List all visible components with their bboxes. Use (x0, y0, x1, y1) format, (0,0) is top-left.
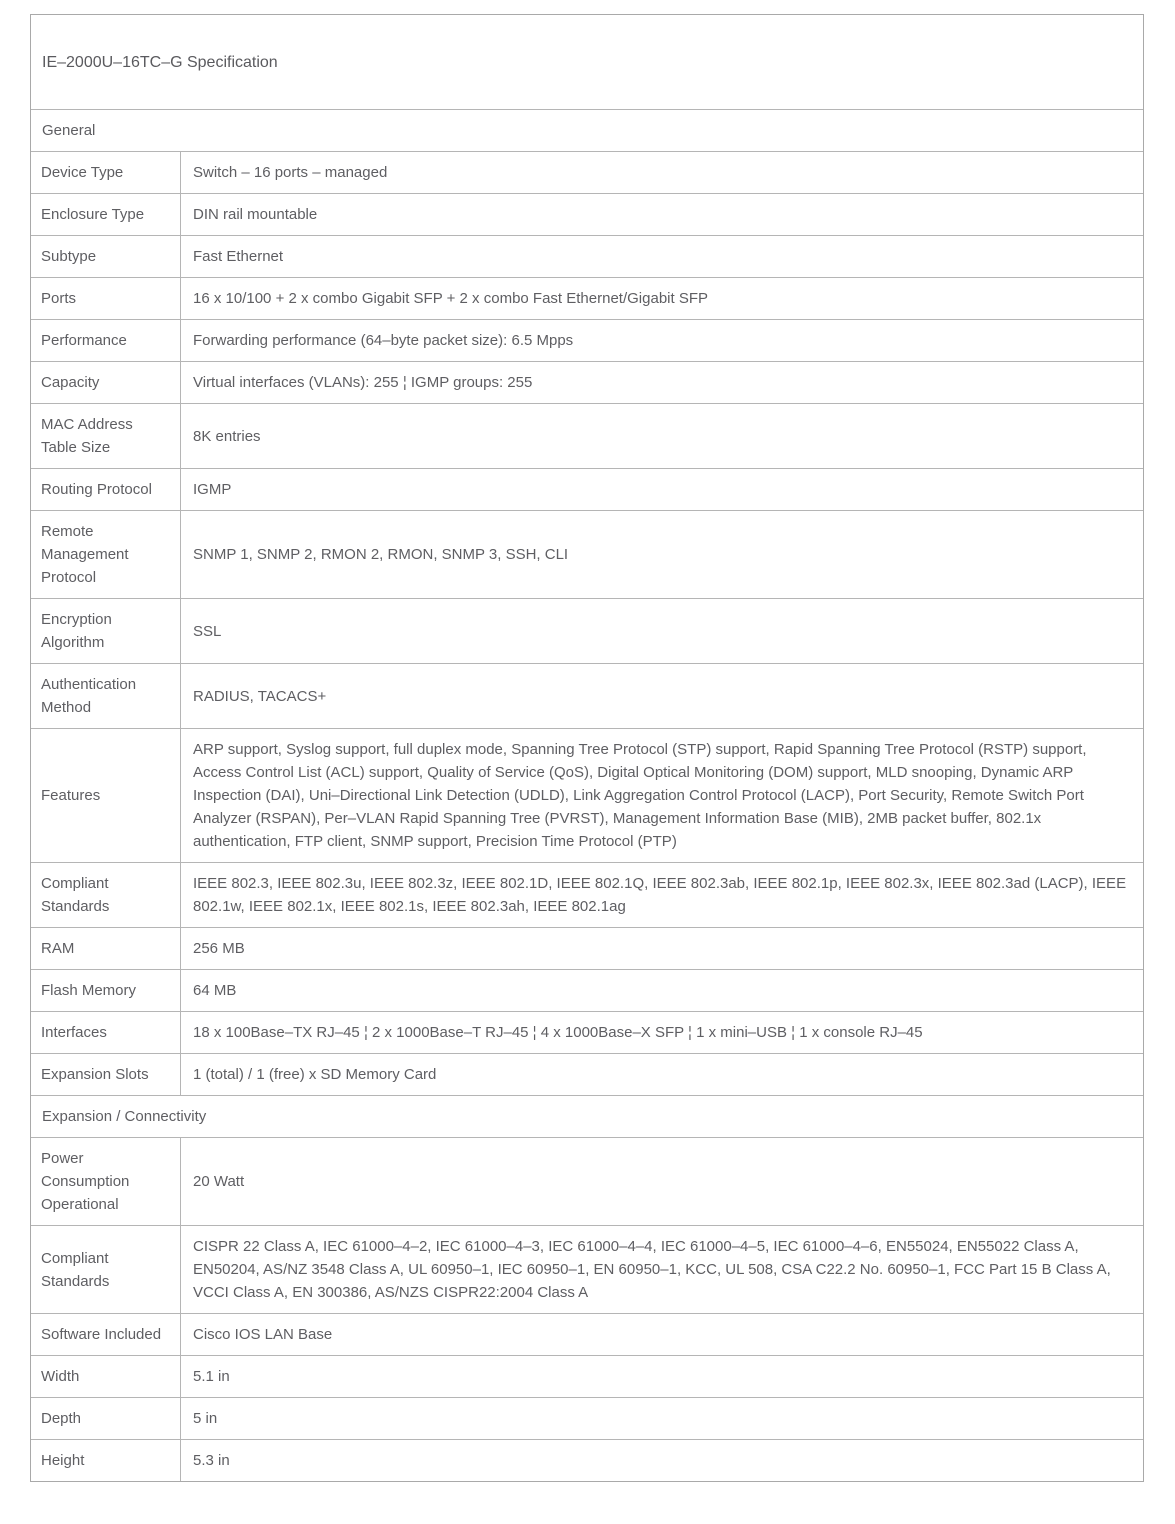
spec-row (31, 510, 1143, 598)
spec-label: Ports (31, 278, 181, 319)
spec-value: Switch – 16 ports – managed (193, 164, 388, 181)
spec-value: 5 in (193, 1410, 218, 1427)
spec-row (31, 235, 1143, 277)
spec-label: Features (31, 729, 181, 862)
spec-row (31, 1313, 1143, 1355)
spec-value: 18 x 100Base–TX RJ–45 ¦ 2 x 1000Base–T RJ–45 ¦ 4 x 1000Base–X SFP ¦ 1 x mini–USB ¦ 1 x console RJ–45 (193, 1024, 923, 1041)
section-header: Expansion / Connectivity (42, 1108, 207, 1125)
spec-label: Device Type (31, 152, 181, 193)
spec-table (30, 14, 1144, 1482)
spec-value: DIN rail mountable (193, 206, 318, 223)
spec-value: CISPR 22 Class A, IEC 61000–4–2, IEC 61000–4–3, IEC 61000–4–4, IEC 61000–4–5, IEC 61000–4–6, EN55024, EN55022 Class A, EN50204, AS/NZ 3548 Class A, UL 60950–1, IEC 60950–1, EN 60950–1, KCC, UL 508, CSA C22.2 No. 60950–1, FCC Part 15 B Class A, VCCI Class A, EN 300386, AS/NZS CISPR22:2004 Class A (193, 1238, 1111, 1301)
spec-row (31, 1225, 1143, 1313)
spec-row (31, 1439, 1143, 1481)
spec-label: Interfaces (31, 1012, 181, 1053)
spec-row (31, 15, 1143, 109)
spec-label: Remote Management Protocol (31, 511, 181, 598)
spec-row (31, 969, 1143, 1011)
spec-label: Compliant Standards (31, 863, 181, 927)
spec-row (31, 277, 1143, 319)
spec-label: Compliant Standards (31, 1226, 181, 1313)
spec-row (31, 1137, 1143, 1225)
spec-value: IEEE 802.3, IEEE 802.3u, IEEE 802.3z, IEEE 802.1D, IEEE 802.1Q, IEEE 802.3ab, IEEE 802.1p, IEEE 802.3x, IEEE 802.3ad (LACP), IEEE 802.1w, IEEE 802.1x, IEEE 802.1s, IEEE 802.3ah, IEEE 802.1ag (193, 875, 1127, 915)
spec-value: ARP support, Syslog support, full duplex mode, Spanning Tree Protocol (STP) support, Rapid Spanning Tree Protocol (RSTP) support, Access Control List (ACL) support, Quality of Service (QoS), Digital Optical Monitoring (DOM) support, MLD snooping, Dynamic ARP Inspection (DAI), Uni–Directional Link Detection (UDLD), Link Aggregation Control Protocol (LACP), Port Security, Remote Switch Port Analyzer (RSPAN), Per–VLAN Rapid Spanning Tree (PVRST), Management Information Base (MIB), 2MB packet buffer, 802.1x authentication, FTP client, SNMP support, Precision Time Protocol (PTP) (193, 741, 1087, 850)
spec-label: Software Included (31, 1314, 181, 1355)
spec-row (31, 728, 1143, 862)
spec-row (31, 193, 1143, 235)
spec-row (31, 1011, 1143, 1053)
spec-value: 5.1 in (193, 1368, 230, 1385)
spec-label: Width (31, 1356, 181, 1397)
spec-label: Encryption Algorithm (31, 599, 181, 663)
spec-value: Fast Ethernet (193, 248, 284, 265)
spec-label: MAC Address Table Size (31, 404, 181, 468)
spec-label: Enclosure Type (31, 194, 181, 235)
spec-value: 5.3 in (193, 1452, 230, 1469)
spec-row (31, 1053, 1143, 1095)
spec-row (31, 1397, 1143, 1439)
spec-row (31, 927, 1143, 969)
spec-value: SNMP 1, SNMP 2, RMON 2, RMON, SNMP 3, SSH, CLI (193, 546, 569, 563)
spec-row (31, 151, 1143, 193)
spec-value: 16 x 10/100 + 2 x combo Gigabit SFP + 2 x combo Fast Ethernet/Gigabit SFP (193, 290, 708, 307)
spec-row (31, 862, 1143, 927)
spec-row (31, 598, 1143, 663)
spec-label: Flash Memory (31, 970, 181, 1011)
spec-row (31, 109, 1143, 151)
spec-value: Cisco IOS LAN Base (193, 1326, 333, 1343)
spec-value: IGMP (193, 481, 232, 498)
spec-value: 256 MB (193, 940, 245, 957)
table-title: IE–2000U–16TC–G Specification (42, 53, 278, 71)
spec-value: Forwarding performance (64–byte packet size): 6.5 Mpps (193, 332, 574, 349)
spec-label: Power Consumption Operational (31, 1138, 181, 1225)
spec-label: Capacity (31, 362, 181, 403)
spec-label: Performance (31, 320, 181, 361)
spec-value: 20 Watt (193, 1173, 245, 1190)
spec-row (31, 361, 1143, 403)
spec-label: Height (31, 1440, 181, 1481)
spec-value: Virtual interfaces (VLANs): 255 ¦ IGMP groups: 255 (193, 374, 533, 391)
spec-label: RAM (31, 928, 181, 969)
spec-value: 64 MB (193, 982, 237, 999)
spec-row (31, 1355, 1143, 1397)
spec-value: RADIUS, TACACS+ (193, 687, 327, 705)
spec-label: Routing Protocol (31, 469, 181, 510)
spec-value: 8K entries (193, 427, 261, 445)
spec-value: 1 (total) / 1 (free) x SD Memory Card (193, 1066, 437, 1083)
spec-row (31, 319, 1143, 361)
spec-row (31, 468, 1143, 510)
spec-value: SSL (193, 622, 222, 640)
spec-row (31, 403, 1143, 468)
spec-label: Subtype (31, 236, 181, 277)
spec-row (31, 1095, 1143, 1137)
spec-label: Expansion Slots (31, 1054, 181, 1095)
spec-label: Depth (31, 1398, 181, 1439)
section-header: General (42, 122, 96, 139)
spec-label: Authentication Method (31, 664, 181, 728)
spec-row (31, 663, 1143, 728)
